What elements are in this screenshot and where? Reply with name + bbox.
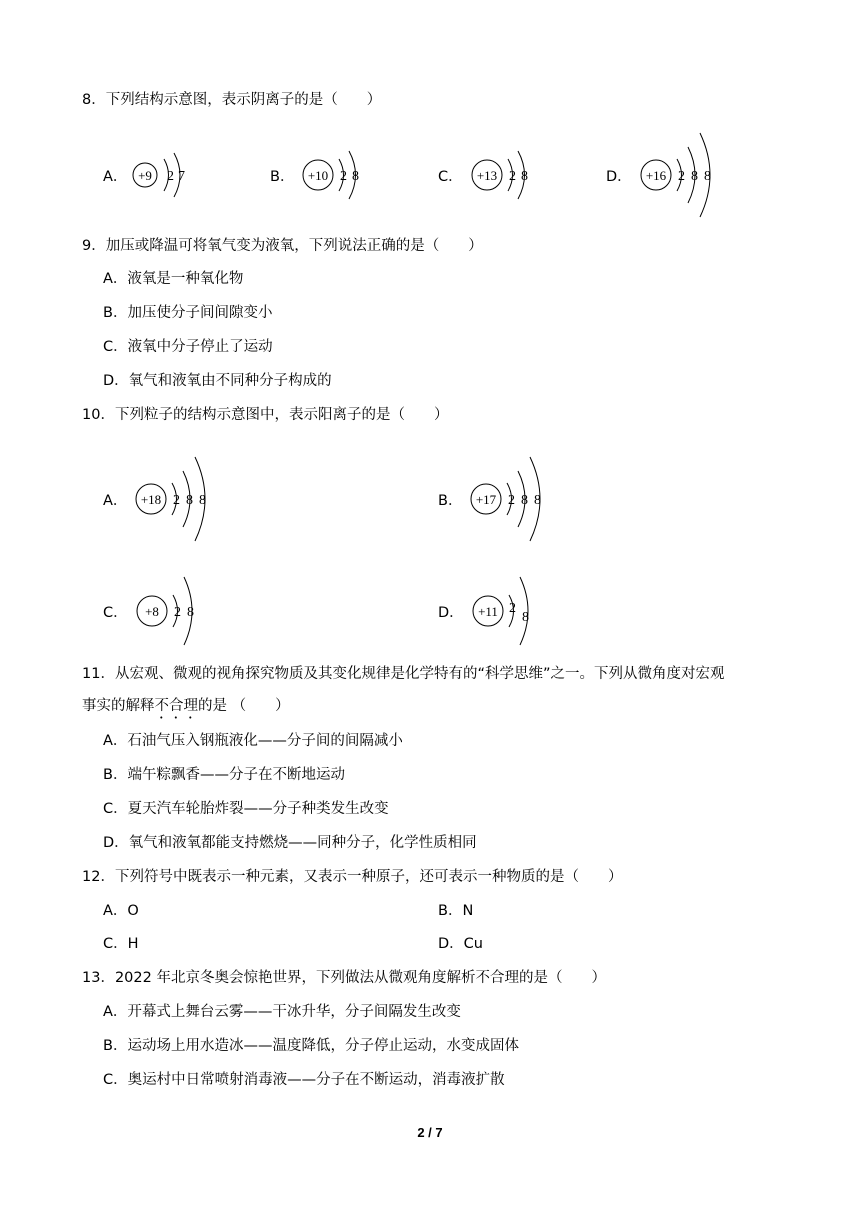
svg-text:8: 8 — [352, 169, 360, 184]
q11-stem-post: 的是 （ ） — [198, 698, 290, 714]
option-label: B． — [438, 492, 463, 509]
option-label: B． — [270, 168, 295, 185]
atom-diagram-icon — [131, 449, 231, 549]
atom-diagram-icon — [131, 145, 201, 205]
q11-stem-line-1: 11．从宏观、微观的视角探究物质及其变化规律是化学特有的“科学思维”之一。下列从微角度对宏观 — [82, 666, 725, 682]
option-label: A． — [103, 168, 128, 185]
q12-option-a: A．O — [103, 903, 139, 919]
q10-option-c — [103, 571, 212, 651]
svg-text:8: 8 — [520, 169, 528, 184]
q12-stem: 12．下列符号中既表示一种元素，又表示一种原子，还可表示一种物质的是（ ） — [82, 869, 623, 885]
q9-option-b: B．加压使分子间间隙变小 — [103, 305, 273, 321]
option-label: A． — [103, 492, 128, 509]
svg-text:2: 2 — [340, 169, 348, 184]
svg-text:+8: +8 — [144, 604, 159, 619]
svg-text:2: 2 — [508, 169, 516, 184]
q9-option-d: D．氧气和液氧由不同种分子构成的 — [103, 373, 332, 389]
svg-text:8: 8 — [521, 493, 529, 508]
svg-text:2: 2 — [173, 605, 181, 620]
option-label: D． — [438, 604, 464, 621]
page-number: 2 / 7 — [417, 1125, 443, 1140]
atom-diagram-icon — [466, 449, 566, 549]
q12-option-b: B．N — [438, 903, 474, 919]
svg-text:7: 7 — [178, 169, 186, 184]
q10-option-b — [438, 449, 566, 549]
q11-emphasis: 不合理 — [154, 698, 198, 714]
svg-text:+16: +16 — [645, 168, 666, 183]
q9-option-c: C．液氧中分子停止了运动 — [103, 339, 273, 355]
q11-option-a: A．石油气压入钢瓶液化——分子间的间隔减小 — [103, 733, 403, 749]
svg-text:8: 8 — [186, 605, 194, 620]
q10-option-d — [438, 571, 548, 651]
svg-text:+18: +18 — [141, 492, 162, 507]
svg-text:2: 2 — [677, 169, 685, 184]
atom-diagram-icon — [468, 571, 548, 651]
option-label: C． — [103, 604, 128, 621]
q13-stem: 13．2022 年北京冬奥会惊艳世界，下列做法从微观角度解析不合理的是（ ） — [82, 970, 606, 986]
svg-text:+9: +9 — [138, 168, 153, 183]
q13-option-a: A．开幕式上舞台云雾——干冰升华，分子间隔发生改变 — [103, 1004, 461, 1020]
q8-option-d — [606, 125, 736, 225]
q10-option-a — [103, 449, 231, 549]
svg-text:8: 8 — [521, 610, 529, 625]
svg-text:8: 8 — [186, 493, 194, 508]
q10-stem: 10．下列粒子的结构示意图中，表示阳离子的是（ ） — [82, 407, 449, 423]
svg-text:2: 2 — [508, 601, 516, 616]
q8-option-b — [270, 145, 378, 205]
q8-option-a — [103, 145, 201, 205]
svg-text:+13: +13 — [476, 168, 497, 183]
q12-option-d: D．Cu — [438, 936, 483, 952]
svg-text:8: 8 — [690, 169, 698, 184]
svg-text:+10: +10 — [308, 168, 329, 183]
atom-diagram-icon — [298, 145, 378, 205]
svg-text:+17: +17 — [476, 492, 497, 507]
q11-stem-line-2 — [82, 696, 290, 722]
q11-option-b: B．端午粽飘香——分子在不断地运动 — [103, 767, 345, 783]
q9-option-a: A．液氧是一种氧化物 — [103, 271, 244, 287]
q8-stem: 8．下列结构示意图，表示阴离子的是（ ） — [82, 92, 382, 108]
option-label: D． — [606, 168, 632, 185]
q13-option-b: B．运动场上用水造冰——温度降低，分子停止运动，水变成固体 — [103, 1038, 519, 1054]
svg-text:2: 2 — [508, 493, 516, 508]
atom-diagram-icon — [132, 571, 212, 651]
svg-text:8: 8 — [534, 493, 542, 508]
q11-stem-pre: 事实的解释 — [82, 698, 155, 714]
q9-stem: 9．加压或降温可将氧气变为液氧，下列说法正确的是（ ） — [82, 238, 483, 254]
atom-diagram-icon — [467, 145, 547, 205]
q11-option-d: D．氧气和液氧都能支持燃烧——同种分子，化学性质相同 — [103, 835, 477, 851]
atom-diagram-icon — [636, 125, 736, 225]
svg-text:8: 8 — [199, 493, 207, 508]
q13-option-c: C．奥运村中日常喷射消毒液——分子在不断运动，消毒液扩散 — [103, 1072, 505, 1088]
q8-option-c — [438, 145, 547, 205]
q11-option-c: C．夏天汽车轮胎炸裂——分子种类发生改变 — [103, 801, 389, 817]
svg-text:2: 2 — [173, 493, 181, 508]
svg-text:8: 8 — [703, 169, 711, 184]
q12-option-c: C．H — [103, 936, 139, 952]
svg-text:+11: +11 — [477, 604, 498, 619]
option-label: C． — [438, 168, 463, 185]
svg-text:2: 2 — [167, 169, 175, 184]
